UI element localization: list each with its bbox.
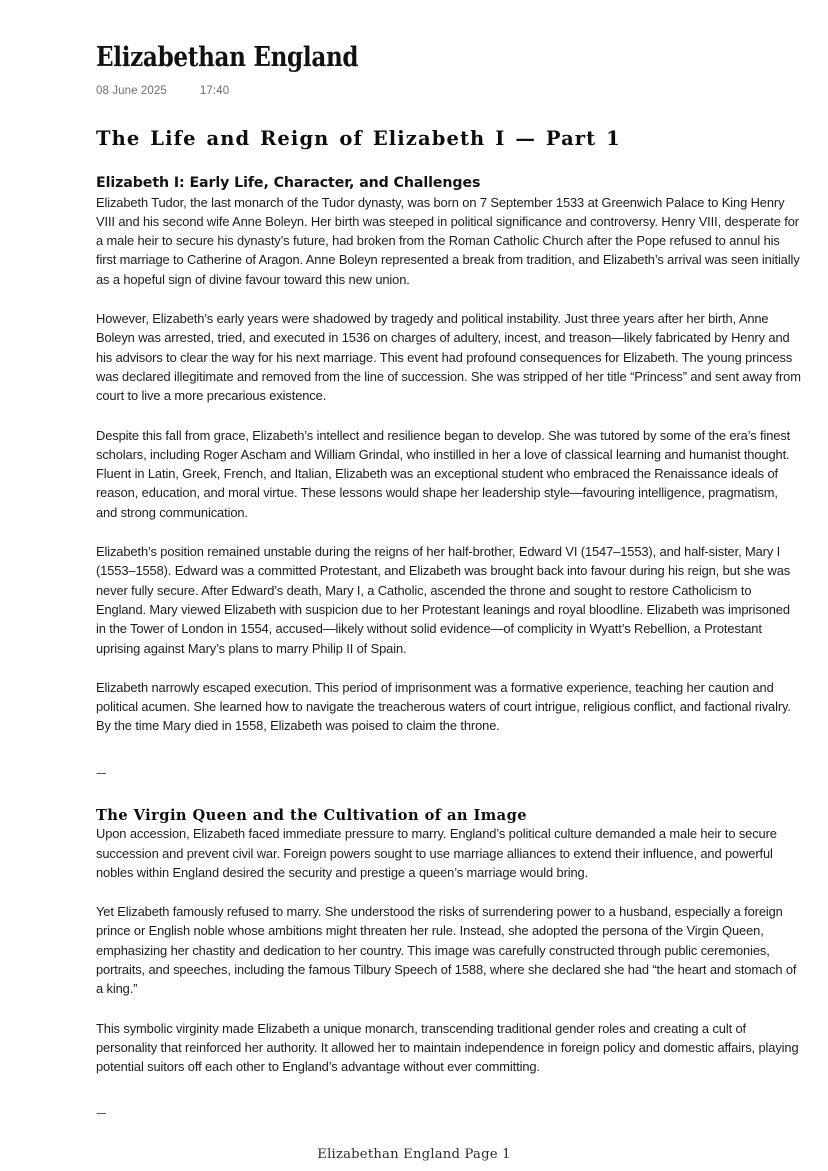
section-separator: ---: [96, 1105, 106, 1121]
document-time: 17:40: [199, 85, 230, 98]
section-heading-virgin-queen: The Virgin Queen and the Cultivation of an Image: [96, 806, 527, 824]
document-metadata: [96, 73, 812, 97]
paragraph: Elizabeth’s position remained unstable during the reigns of her half-brother, Edward VI (1547–1553), and half-sister, Mary I (1553–1558). Edward was a committed Protestant, and Elizabeth was brought back into favour during his reign, but she was never fully secure. After Edward’s death, Mary I, a Catholic, ascended the throne and sought to restore Catholicism to England. Mary viewed Elizabeth with suspicion due to her Protestant leanings and royal bloodline. Elizabeth was imprisoned in the Tower of London in 1554, accused—likely without solid evidence—of complicity in Wyatt’s Rebellion, a Protestant uprising against Mary’s plans to marry Philip II of Spain.: [96, 544, 791, 656]
document-title: Elizabethan England: [96, 41, 359, 73]
article-heading: The Life and Reign of Elizabeth I — Part 1: [96, 127, 621, 151]
section-separator: ---: [96, 764, 106, 780]
paragraph: Elizabeth Tudor, the last monarch of the Tudor dynasty, was born on 7 September 1533 at Greenwich Palace to King Henry VIII and his second wife Anne Boleyn. Her birth was steeped in political significance and controversy. Henry VIII, desperate for a male heir to secure his dynasty’s future, had broken from the Roman Catholic Church after the Pope refused to annul his first marriage to Catherine of Aragon. Anne Boleyn represented a break from tradition, and Elizabeth’s arrival was seen initially as a hopeful sign of divine favour toward this new union.: [96, 194, 800, 287]
page-footer: Elizabethan England Page 1: [317, 1147, 511, 1162]
document-date: 08 June 2025: [96, 85, 167, 98]
section-body-part-2: [96, 824, 812, 1076]
paragraph: Despite this fall from grace, Elizabeth’s intellect and resilience began to develop. She was tutored by some of the era’s finest scholars, including Roger Ascham and William Grindal, who instilled in her a love of classical learning and humanist thought. Fluent in Latin, Greek, French, and Italian, Elizabeth was an exceptional student who embraced the Renaissance ideals of reason, education, and moral virtue. These lessons would shape her leadership style—favouring intelligence, pragmatism, and strong communication.: [96, 427, 791, 520]
paragraph: Upon accession, Elizabeth faced immediate pressure to marry. England’s political culture demanded a male heir to secure succession and prevent civil war. Foreign powers sought to use marriage alliances to extend their influence, and powerful nobles within England desired the security and prestige a queen’s marriage would bring.: [96, 826, 777, 880]
paragraph: Elizabeth narrowly escaped execution. This period of imprisonment was a formative experience, teaching her caution and political acumen. She learned how to navigate the treacherous waters of court intrigue, religious conflict, and factional rivalry. By the time Mary died in 1558, Elizabeth was poised to claim the throne.: [96, 679, 791, 734]
section-body-part-1: [96, 193, 812, 736]
paragraph: Yet Elizabeth famously refused to marry. She understood the risks of surrendering power to a husband, especially a foreign prince or English noble whose ambitions might threaten her rule. Instead, she adopted the persona of the Virgin Queen, emphasizing her chastity and dedication to her country. This image was carefully constructed through public ceremonies, portraits, and speeches, including the famous Tilbury Speech of 1588, where she declared she had “the heart and stomach of a king.”: [96, 904, 797, 997]
section-heading-early-life: Elizabeth I: Early Life, Character, and Challenges: [96, 174, 481, 191]
paragraph: This symbolic virginity made Elizabeth a unique monarch, transcending traditional gender roles and creating a cult of personality that reinforced her authority. It allowed her to maintain independence in foreign policy and domestic affairs, playing potential suitors off each other to England’s advantage without ever committing.: [96, 1020, 799, 1075]
paragraph: However, Elizabeth’s early years were shadowed by tragedy and political instability. Just three years after her birth, Anne Boleyn was arrested, tried, and executed in 1536 on charges of adultery, incest, and treason—likely fabricated by Henry and his advisors to clear the way for his next marriage. This event had profound consequences for Elizabeth. The young princess was declared illegitimate and removed from the line of succession. She was stripped of her title “Princess” and sent away from court to live a more precarious existence.: [96, 311, 801, 404]
